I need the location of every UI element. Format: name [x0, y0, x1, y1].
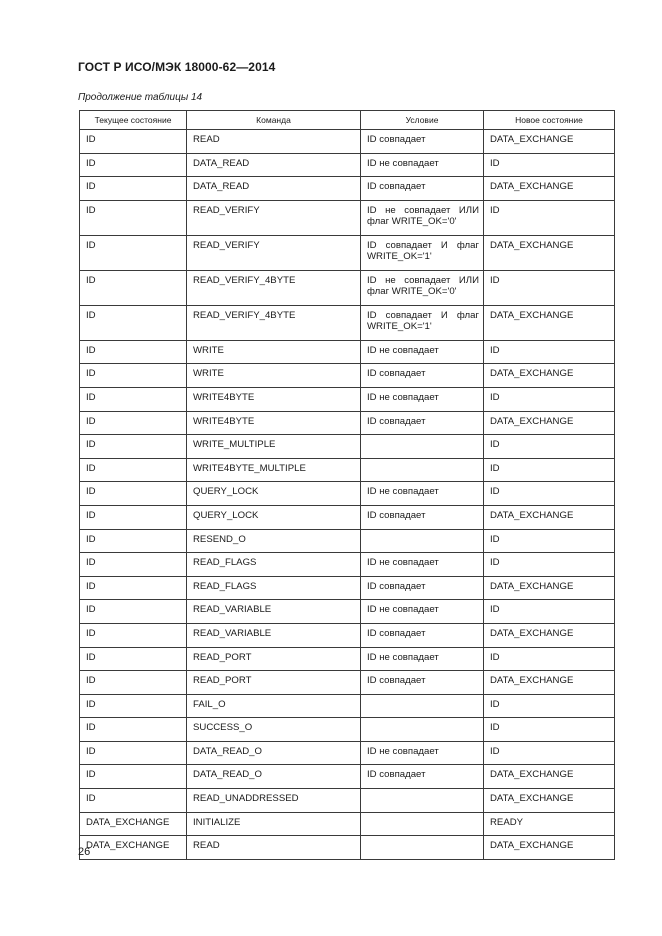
cell-current-state: ID — [80, 200, 187, 235]
cell-condition — [361, 789, 484, 813]
cell-new-state: DATA_EXCHANGE — [484, 789, 615, 813]
cell-current-state: ID — [80, 694, 187, 718]
cell-condition: ID совпадает И флаг WRITE_OK='1' — [361, 305, 484, 340]
cell-current-state: ID — [80, 576, 187, 600]
cell-new-state: ID — [484, 741, 615, 765]
cell-current-state: ID — [80, 789, 187, 813]
cell-new-state: DATA_EXCHANGE — [484, 130, 615, 154]
cell-new-state: ID — [484, 387, 615, 411]
column-header-current-state: Текущее состояние — [80, 111, 187, 130]
cell-command: WRITE4BYTE_MULTIPLE — [187, 458, 361, 482]
cell-condition: ID совпадает — [361, 765, 484, 789]
cell-condition — [361, 435, 484, 459]
cell-command: READ_UNADDRESSED — [187, 789, 361, 813]
cell-condition: ID совпадает — [361, 505, 484, 529]
cell-new-state: DATA_EXCHANGE — [484, 505, 615, 529]
cell-condition — [361, 694, 484, 718]
table-row — [80, 671, 615, 695]
cell-current-state: ID — [80, 741, 187, 765]
table-row — [80, 364, 615, 388]
table-body — [80, 130, 615, 860]
table-row — [80, 836, 615, 860]
cell-current-state: ID — [80, 270, 187, 305]
state-transition-table — [79, 110, 615, 860]
table-row — [80, 387, 615, 411]
cell-condition: ID не совпадает — [361, 340, 484, 364]
cell-current-state: ID — [80, 600, 187, 624]
cell-condition: ID не совпадает — [361, 647, 484, 671]
cell-current-state: ID — [80, 364, 187, 388]
cell-new-state: READY — [484, 812, 615, 836]
cell-new-state: ID — [484, 647, 615, 671]
cell-command: DATA_READ_O — [187, 765, 361, 789]
cell-command: READ — [187, 836, 361, 860]
cell-condition: ID совпадает — [361, 671, 484, 695]
cell-command: WRITE — [187, 340, 361, 364]
cell-new-state: DATA_EXCHANGE — [484, 671, 615, 695]
cell-new-state: ID — [484, 153, 615, 177]
cell-new-state: ID — [484, 718, 615, 742]
cell-new-state: ID — [484, 270, 615, 305]
cell-command: READ_VARIABLE — [187, 623, 361, 647]
cell-command: DATA_READ — [187, 177, 361, 201]
cell-new-state: DATA_EXCHANGE — [484, 623, 615, 647]
cell-condition: ID совпадает — [361, 130, 484, 154]
document-header: ГОСТ Р ИСО/МЭК 18000-62—2014 — [78, 60, 276, 74]
cell-current-state: DATA_EXCHANGE — [80, 812, 187, 836]
table-row — [80, 482, 615, 506]
cell-current-state: ID — [80, 153, 187, 177]
cell-command: READ_VERIFY — [187, 235, 361, 270]
cell-new-state: ID — [484, 553, 615, 577]
cell-command: SUCCESS_O — [187, 718, 361, 742]
cell-condition: ID не совпадает — [361, 741, 484, 765]
cell-current-state: ID — [80, 765, 187, 789]
cell-command: READ_PORT — [187, 671, 361, 695]
cell-new-state: ID — [484, 600, 615, 624]
table-row — [80, 741, 615, 765]
cell-new-state: DATA_EXCHANGE — [484, 765, 615, 789]
cell-command: RESEND_O — [187, 529, 361, 553]
cell-command: READ_VERIFY — [187, 200, 361, 235]
cell-new-state: ID — [484, 482, 615, 506]
cell-new-state: ID — [484, 435, 615, 459]
table-row — [80, 600, 615, 624]
cell-command: INITIALIZE — [187, 812, 361, 836]
table-row — [80, 765, 615, 789]
cell-current-state: ID — [80, 340, 187, 364]
table-row — [80, 647, 615, 671]
cell-current-state: ID — [80, 505, 187, 529]
cell-command: READ_FLAGS — [187, 576, 361, 600]
cell-condition — [361, 529, 484, 553]
cell-current-state: ID — [80, 458, 187, 482]
table-row — [80, 529, 615, 553]
cell-condition: ID совпадает И флаг WRITE_OK='1' — [361, 235, 484, 270]
cell-command: QUERY_LOCK — [187, 505, 361, 529]
cell-current-state: ID — [80, 718, 187, 742]
cell-current-state: ID — [80, 305, 187, 340]
cell-command: READ — [187, 130, 361, 154]
table-row — [80, 130, 615, 154]
cell-command: READ_VARIABLE — [187, 600, 361, 624]
cell-condition: ID совпадает — [361, 411, 484, 435]
column-header-new-state: Новое состояние — [484, 111, 615, 130]
cell-condition — [361, 812, 484, 836]
cell-condition: ID не совпадает ИЛИ флаг WRITE_OK='0' — [361, 270, 484, 305]
table-row — [80, 153, 615, 177]
cell-current-state: ID — [80, 623, 187, 647]
cell-command: READ_PORT — [187, 647, 361, 671]
cell-new-state: DATA_EXCHANGE — [484, 305, 615, 340]
table-row — [80, 200, 615, 235]
cell-command: DATA_READ — [187, 153, 361, 177]
cell-current-state: ID — [80, 235, 187, 270]
cell-current-state: ID — [80, 647, 187, 671]
cell-new-state: DATA_EXCHANGE — [484, 364, 615, 388]
cell-condition: ID не совпадает — [361, 482, 484, 506]
cell-condition: ID не совпадает — [361, 153, 484, 177]
cell-current-state: ID — [80, 177, 187, 201]
cell-command: READ_VERIFY_4BYTE — [187, 305, 361, 340]
table-row — [80, 270, 615, 305]
cell-condition: ID не совпадает ИЛИ флаг WRITE_OK='0' — [361, 200, 484, 235]
cell-new-state: DATA_EXCHANGE — [484, 235, 615, 270]
cell-new-state: ID — [484, 529, 615, 553]
table-row — [80, 305, 615, 340]
cell-command: WRITE4BYTE — [187, 387, 361, 411]
table-row — [80, 812, 615, 836]
cell-current-state: ID — [80, 411, 187, 435]
cell-new-state: ID — [484, 200, 615, 235]
cell-command: READ_VERIFY_4BYTE — [187, 270, 361, 305]
cell-condition: ID совпадает — [361, 177, 484, 201]
table-caption: Продолжение таблицы 14 — [78, 92, 203, 103]
cell-condition: ID не совпадает — [361, 553, 484, 577]
cell-current-state: ID — [80, 435, 187, 459]
cell-condition — [361, 718, 484, 742]
cell-condition: ID не совпадает — [361, 600, 484, 624]
table-row — [80, 694, 615, 718]
cell-new-state: DATA_EXCHANGE — [484, 411, 615, 435]
column-header-condition: Условие — [361, 111, 484, 130]
cell-current-state: ID — [80, 482, 187, 506]
cell-condition: ID совпадает — [361, 623, 484, 647]
cell-command: WRITE4BYTE — [187, 411, 361, 435]
table-row — [80, 411, 615, 435]
cell-condition: ID совпадает — [361, 364, 484, 388]
cell-current-state: ID — [80, 387, 187, 411]
cell-current-state: ID — [80, 529, 187, 553]
table-row — [80, 235, 615, 270]
cell-current-state: DATA_EXCHANGE — [80, 836, 187, 860]
table-row — [80, 623, 615, 647]
table-row — [80, 177, 615, 201]
table-row — [80, 553, 615, 577]
cell-new-state: ID — [484, 458, 615, 482]
table-row — [80, 718, 615, 742]
cell-command: DATA_READ_O — [187, 741, 361, 765]
cell-current-state: ID — [80, 130, 187, 154]
cell-command: WRITE_MULTIPLE — [187, 435, 361, 459]
table-row — [80, 458, 615, 482]
cell-command: READ_FLAGS — [187, 553, 361, 577]
cell-new-state: ID — [484, 340, 615, 364]
cell-condition — [361, 836, 484, 860]
table-row — [80, 789, 615, 813]
table-row — [80, 576, 615, 600]
cell-command: QUERY_LOCK — [187, 482, 361, 506]
cell-command: WRITE — [187, 364, 361, 388]
cell-current-state: ID — [80, 671, 187, 695]
cell-command: FAIL_O — [187, 694, 361, 718]
column-header-command: Команда — [187, 111, 361, 130]
cell-new-state: ID — [484, 694, 615, 718]
page-number: 26 — [78, 846, 91, 858]
table-header-row — [80, 111, 615, 130]
table-row — [80, 435, 615, 459]
table-row — [80, 505, 615, 529]
cell-new-state: DATA_EXCHANGE — [484, 576, 615, 600]
cell-condition — [361, 458, 484, 482]
cell-current-state: ID — [80, 553, 187, 577]
cell-new-state: DATA_EXCHANGE — [484, 836, 615, 860]
table-row — [80, 340, 615, 364]
cell-new-state: DATA_EXCHANGE — [484, 177, 615, 201]
cell-condition: ID совпадает — [361, 576, 484, 600]
cell-condition: ID не совпадает — [361, 387, 484, 411]
